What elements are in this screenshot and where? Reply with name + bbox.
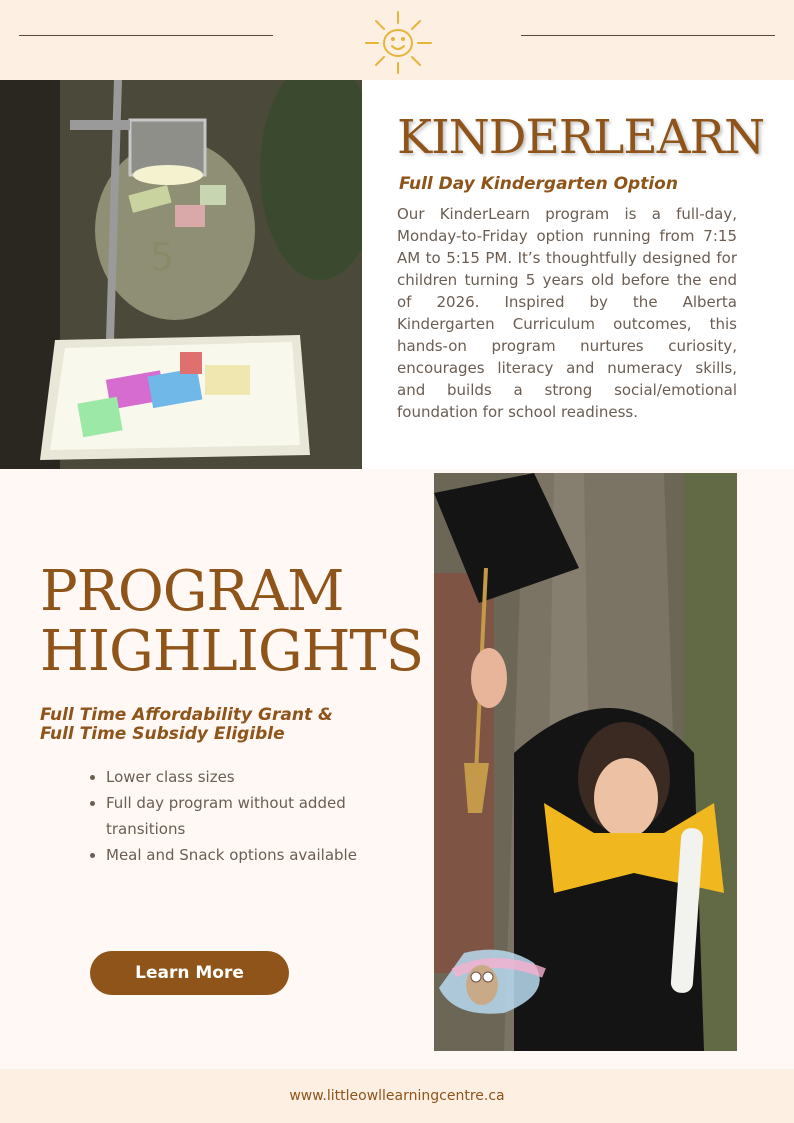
grant-line-1: Full Time Affordability Grant & <box>40 705 333 725</box>
grant-line-2: Full Time Subsidy Eligible <box>40 724 285 744</box>
light-table-photo <box>0 80 362 469</box>
list-item: • Lower class sizes <box>106 764 396 790</box>
grant-eligibility <box>40 706 370 744</box>
program-title: KINDERLEARN <box>397 110 765 165</box>
projected-number: 5 <box>150 235 175 279</box>
footer-band <box>0 1069 794 1123</box>
header-rule-right <box>521 35 775 36</box>
highlights-list <box>50 764 396 868</box>
highlights-title <box>40 559 424 684</box>
program-subtitle: Full Day Kindergarten Option <box>399 174 678 194</box>
highlights-title-line2: HIGHLIGHTS <box>40 619 424 684</box>
header-rule-left <box>19 35 273 36</box>
smiling-sun-icon <box>361 8 435 76</box>
list-item: • Meal and Snack options available <box>106 842 396 868</box>
website-link[interactable]: www.littleowllearningcentre.ca <box>289 1088 505 1104</box>
program-description: Our KinderLearn program is a full-day, Monday-to-Friday option running from 7:15 AM to 5:15 PM. It’s thoughtfully designed for children turning 5 years old before the end of 2026. Inspired by the Alberta Kindergarten Curriculum outcomes, this hands-on program nurtures curiosity, encourages literacy and numeracy skills, and builds a strong social/emotional foundation for school readiness. <box>397 205 737 421</box>
graduate-photo <box>434 473 737 1051</box>
header-band <box>0 0 794 80</box>
highlights-title-line1: PROGRAM <box>40 559 344 624</box>
intro-panel <box>362 80 794 469</box>
list-item: • Full day program without added transitions <box>106 790 396 842</box>
learn-more-button[interactable]: Learn More <box>90 951 289 995</box>
